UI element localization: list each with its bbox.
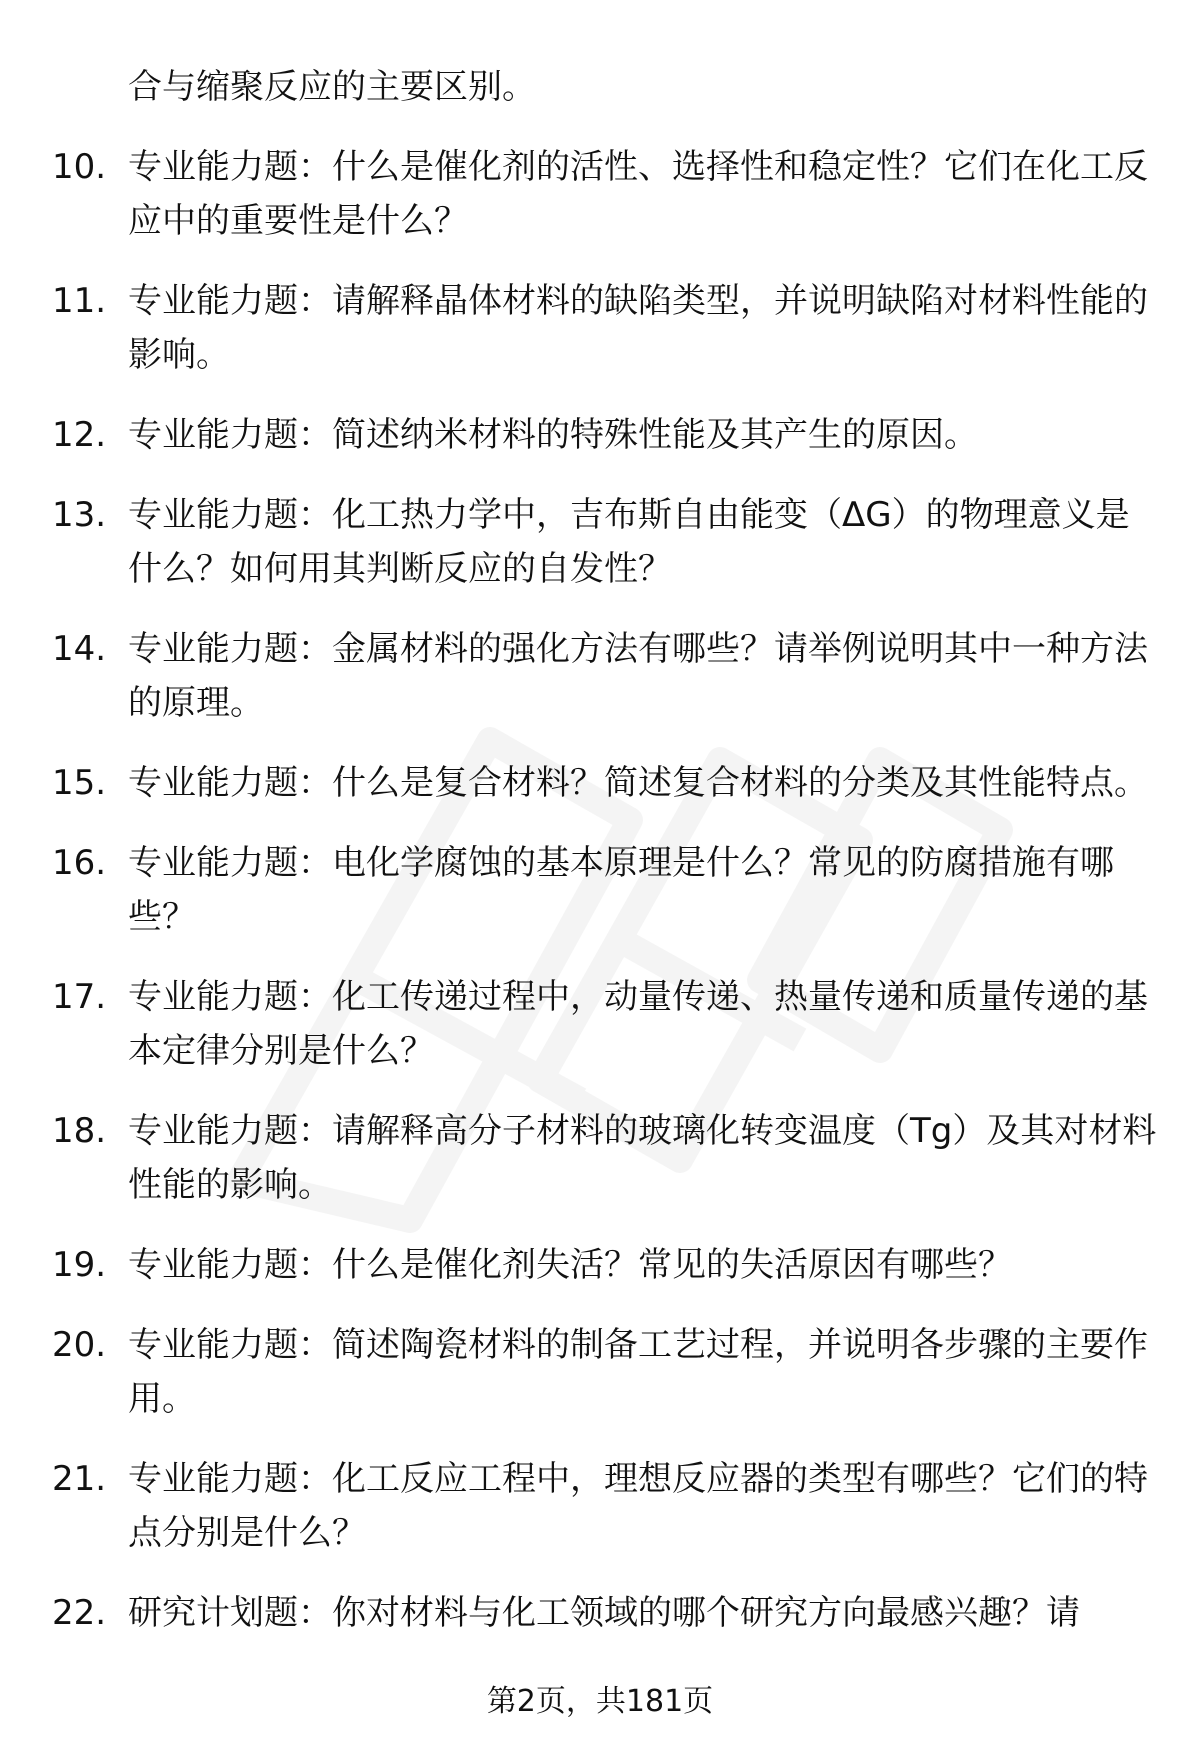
question-number: 13. bbox=[52, 495, 107, 535]
question-text: 专业能力题：什么是复合材料？简述复合材料的分类及其性能特点。 bbox=[128, 763, 1148, 803]
question-number: 16. bbox=[52, 843, 107, 883]
question-number: 21. bbox=[52, 1459, 107, 1499]
question-text: 专业能力题：化工反应工程中，理想反应器的类型有哪些？它们的特点分别是什么？ bbox=[128, 1459, 1148, 1553]
question-item bbox=[0, 1318, 1200, 1426]
question-item bbox=[0, 274, 1200, 382]
question-item bbox=[0, 756, 1200, 810]
question-text: 专业能力题：简述陶瓷材料的制备工艺过程，并说明各步骤的主要作用。 bbox=[128, 1325, 1148, 1419]
question-text: 专业能力题：电化学腐蚀的基本原理是什么？常见的防腐措施有哪些？ bbox=[128, 843, 1114, 937]
question-list bbox=[0, 140, 1200, 1666]
page-footer: 第2页，共181页 bbox=[486, 1684, 714, 1719]
question-item bbox=[0, 408, 1200, 462]
question-number: 15. bbox=[52, 763, 107, 803]
question-number: 22. bbox=[52, 1593, 107, 1633]
question-text: 专业能力题：什么是催化剂失活？常见的失活原因有哪些？ bbox=[128, 1245, 1012, 1285]
question-text: 专业能力题：请解释晶体材料的缺陷类型，并说明缺陷对材料性能的影响。 bbox=[128, 281, 1148, 375]
question-text: 专业能力题：请解释高分子材料的玻璃化转变温度（Tg）及其对材料性能的影响。 bbox=[128, 1111, 1157, 1205]
question-item bbox=[0, 1238, 1200, 1292]
question-number: 20. bbox=[52, 1325, 107, 1365]
question-item bbox=[0, 1104, 1200, 1212]
question-text: 专业能力题：什么是催化剂的活性、选择性和稳定性？它们在化工反应中的重要性是什么？ bbox=[128, 147, 1148, 241]
question-item bbox=[0, 1452, 1200, 1560]
question-item bbox=[0, 622, 1200, 730]
question-text: 专业能力题：简述纳米材料的特殊性能及其产生的原因。 bbox=[128, 415, 978, 455]
question-item bbox=[0, 488, 1200, 596]
question-item bbox=[0, 836, 1200, 944]
question-number: 14. bbox=[52, 629, 107, 669]
question-text: 专业能力题：化工传递过程中，动量传递、热量传递和质量传递的基本定律分别是什么？ bbox=[128, 977, 1148, 1071]
question-number: 11. bbox=[52, 281, 107, 321]
question-item bbox=[0, 970, 1200, 1078]
question-number: 18. bbox=[52, 1111, 107, 1151]
question-text: 专业能力题：金属材料的强化方法有哪些？请举例说明其中一种方法的原理。 bbox=[128, 629, 1148, 723]
question-number: 12. bbox=[52, 415, 107, 455]
question-number: 10. bbox=[52, 147, 107, 187]
continuation-text: 合与缩聚反应的主要区别。 bbox=[128, 67, 536, 107]
question-number: 17. bbox=[52, 977, 107, 1017]
question-item bbox=[0, 140, 1200, 248]
question-text: 专业能力题：化工热力学中，吉布斯自由能变（ΔG）的物理意义是什么？如何用其判断反应的自发性？ bbox=[128, 495, 1130, 589]
question-text: 研究计划题：你对材料与化工领域的哪个研究方向最感兴趣？请 bbox=[128, 1593, 1080, 1633]
question-number: 19. bbox=[52, 1245, 107, 1285]
question-item bbox=[0, 1586, 1200, 1640]
